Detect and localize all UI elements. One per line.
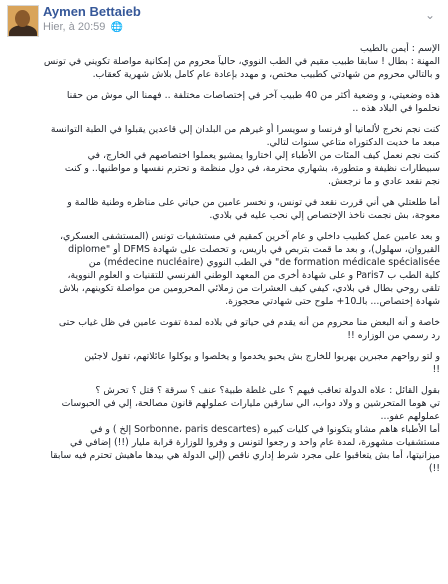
paragraph-gap	[8, 115, 440, 123]
post-text-line: de formation médicale spécialisée" في الطب النووي (médecine nucléaire) من	[88, 257, 440, 268]
post-text-line: !!	[432, 364, 440, 375]
post-text-line: نحلموا في البلاد هذه ..	[352, 103, 440, 114]
author-name[interactable]: Aymen Bettaieb	[43, 4, 141, 19]
post-text-line: رد رسمي من الوزاره !!	[347, 330, 440, 341]
paragraph-gap	[8, 376, 440, 384]
post-text-line: كنت نجم نخرج لألمانيا أو فرنسا و سويسرا أو غيرهم من البلدان إلي قاعدين يقبلوا في الطبة التوانسة	[50, 124, 440, 135]
post-text-line: المهنة : بطال ! سابقا طبيب مقيم في الطب النووي، حالياً محروم من إمكانية مواصلة تكويني في تونس	[43, 56, 440, 67]
post-timestamp[interactable]: Hier, à 20:59	[43, 21, 106, 33]
post-text-line: !!)	[428, 463, 440, 474]
post-text-line: القيروان، سهلول)، و بعد ما قمت بتربص في باريس، و تحصلت على شهادة DFMS أو "diplome	[68, 244, 440, 255]
post-text-line: معوجة، بش نجمت ناخذ الإختصاص إلي نحب عليه في بلادي.	[209, 210, 440, 221]
post-text-line: تلقى روحي بطال في بلادي، كيفي كيف العشرات من زملائي المحرومين من مواصلة تكوينهم، بلاش	[59, 283, 440, 294]
post-text-line: و لتو رواحهم مجبرين يهربوا للخارج بش يحبو يخدموا و يخلصوا و يوكلوا عائلاتهم، تقول لاجئين	[84, 351, 440, 362]
post-text-line: بقول القائل : علاه الدولة تعاقب فيهم ؟ على غلطة طبية؟ عنف ؟ سرقة ؟ قتل ؟ تحرش ؟	[95, 385, 440, 396]
post-text-line: أما الأطباء هاهم مشاو يتكونوا في كليات كبيره (Sorbonne، paris descartes إلخ ) و في	[90, 424, 440, 435]
post-text-line: نجم نقعد عادي و ما نرجعش.	[328, 176, 440, 187]
paragraph-gap	[8, 308, 440, 316]
post-text-line: أما طلعتلي هي أني قررت نقعد في تونس، و نخسر عامين من حياتي على مناظره وطنية ظالمة و	[67, 197, 440, 208]
post-text-line: و بعد عامين عمل كطبيب داخلي و عام آخرين كمقيم في مستشفيات تونس (المستشفى العسكري،	[59, 231, 440, 242]
post-text-line: كنت نجم نعمل كيف المئات من الأطباء إلي اختاروا يمشيو يعملوا اختصاصهم في الخارج، في	[87, 150, 440, 161]
post-text-line: مبعد ما خديت الدكتوراه متاعي سنوات لتالي.	[266, 137, 440, 148]
paragraph-gap	[8, 81, 440, 89]
post-text-line: عملولهم عفو...	[380, 411, 440, 422]
globe-icon: 🌐	[110, 22, 123, 33]
post-text-line: هذه وضعيتي، و وضعية أكثر من 40 طبيب آخر في إختصاصات مختلفة .. فهمنا الي موش من حقنا	[66, 90, 440, 101]
post-text-line: كلية الطب ب Paris7 و على شهادة أخرى من المعهد الوطني الفرنسي للتقنيات و العلوم النووية،	[67, 270, 440, 281]
avatar-face	[15, 10, 30, 27]
post-text-line: شهادة إختصاص... بالـ10+ ملوح حتى شهادتي محجوزة.	[225, 296, 440, 307]
post-text-line: خاصة و أنه البعض منا محروم من أنه يقدم في حياتو في بلاده لمدة تفوت عامين في ظل غياب حتى	[58, 317, 440, 328]
post-text-line: تي هوما المتحرشين و ولاد دواب، الي سارقين مليارات عملولهم قانون مصالحة، إلي في الحبوسات	[61, 398, 440, 409]
chevron-down-icon[interactable]: ⌄	[424, 8, 436, 22]
post-text-line: سبيطارات نظيفة و متطورة، بشهاري محترمة، في دول منظمة و تحترم نفسها و مواطنيها.. و كنت	[64, 163, 440, 174]
post-text-line: ميزانيتها، أما بش يتعاقبوا على مجرد شرط إداري ناقص (إلي الدولة هي بيدها ماهيش تحترم فيه سابقا	[50, 450, 440, 461]
post-body	[8, 42, 440, 582]
post-header	[0, 0, 448, 46]
post-text-line: و بالتالي محروم من شهادتي كطبيب مختص، و مهدد بإعادة عام كامل بلاش شهرية كعقاب.	[92, 69, 440, 80]
post-text-line: مستشفيات مشهورة، لمدة عام واحد و رجعوا لتونس و وفروا للوزارة قرابة مليار (!!) إضافي في	[70, 437, 440, 448]
paragraph-gap	[8, 222, 440, 230]
avatar[interactable]	[7, 5, 39, 37]
paragraph-gap	[8, 188, 440, 196]
post-meta	[43, 21, 123, 33]
post-text-line: الإسم : أيمن بالطيب	[360, 43, 440, 54]
paragraph-gap	[8, 342, 440, 350]
